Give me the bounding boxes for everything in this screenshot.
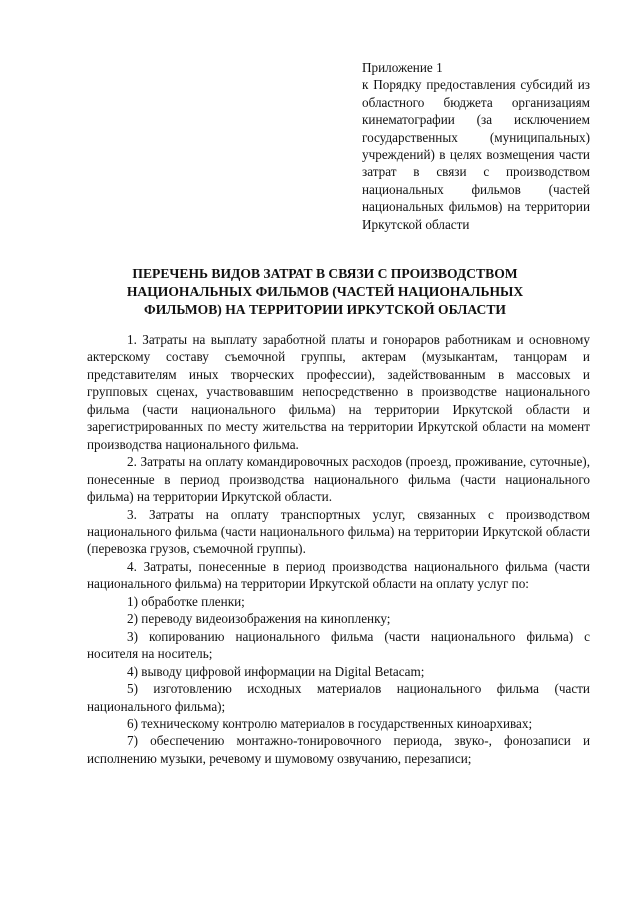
list-item-4: 4) выводу цифровой информации на Digital Betacam; bbox=[127, 663, 425, 679]
document-title: ПЕРЕЧЕНЬ ВИДОВ ЗАТРАТ В СВЯЗИ С ПРОИЗВОДСТВОМ НАЦИОНАЛЬНЫХ ФИЛЬМОВ (ЧАСТЕЙ НАЦИОНАЛЬНЫХ ФИЛЬМОВ) НА ТЕРРИТОРИИ ИРКУТСКОЙ ОБЛАСТИ bbox=[126, 266, 524, 318]
list-item-3: 3) копированию национального фильма (части национального фильма) с носителя на носитель; bbox=[87, 628, 590, 662]
list-item-7: 7) обеспечению монтажно-тонировочного периода, звуко-, фонозаписи и исполнению музыки, речевому и шумовому озвучанию, перезаписи; bbox=[87, 733, 590, 766]
paragraph-4: 4. Затраты, понесенные в период производства национального фильма (части национального фильма) на территории Иркутской области на оплату услуг по: bbox=[87, 558, 590, 592]
list-item-2: 2) переводу видеоизображения на кинопленку; bbox=[127, 611, 391, 627]
list-item-6: 6) техническому контролю материалов в государственных киноархивах; bbox=[127, 715, 533, 731]
paragraph-2: 2. Затраты на оплату командировочных расходов (проезд, проживание, суточные), понесенные в период производства национального фильма (части национального фильма) на территории Иркутской области. bbox=[87, 454, 590, 505]
document-body bbox=[87, 331, 590, 767]
appendix-label: Приложение 1 bbox=[362, 60, 443, 75]
list-item-5: 5) изготовлению исходных материалов национального фильма (части национального фильма); bbox=[87, 681, 590, 714]
paragraph-1: 1. Затраты на выплату заработной платы и гонораров работникам и основному актерскому составу съемочной группы, актерам (музыкантам, танцорам и представителям иных творческих профессии), задействованным в массовых и групповых сценах, участвовавшим непосредственно в производстве национального фильма (части национального фильма) на территории Иркутской области и зарегистрированных по месту жительства на территории Иркутской области на момент производства национального фильма. bbox=[87, 332, 590, 452]
list-item-1: 1) обработке пленки; bbox=[127, 593, 245, 609]
appendix-text: к Порядку предоставления субсидий из областного бюджета организациям кинематографии (за исключением государственных (муниципальных) учреждений) в целях возмещения части затрат в связи с производством национальных фильмов (частей национальных фильмов) на территории Иркутской области bbox=[362, 77, 590, 232]
paragraph-3: 3. Затраты на оплату транспортных услуг, связанных с производством национального фильма (части национального фильма) на территории Иркутской области (перевозка грузов, съемочной группы). bbox=[87, 506, 590, 557]
appendix-block bbox=[362, 59, 590, 233]
